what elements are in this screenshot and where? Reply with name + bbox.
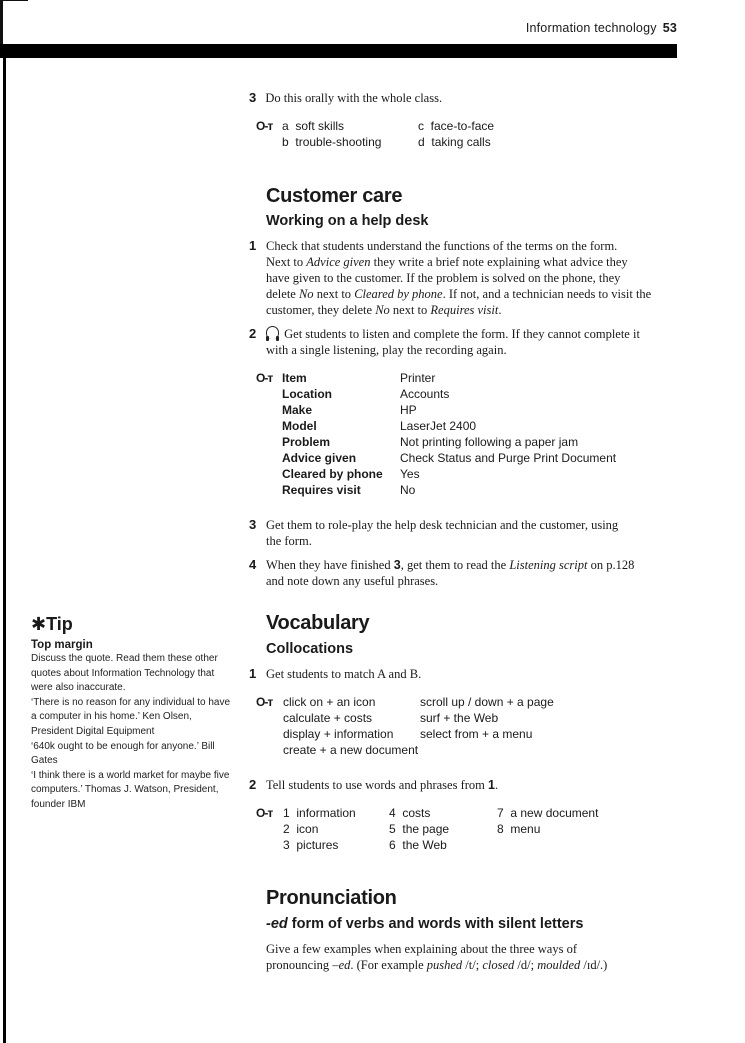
tip-quote: ‘640k ought to be enough for anyone.’ Bill Gates: [31, 740, 215, 767]
form-row: Location Accounts: [282, 387, 450, 401]
exercise-3-top: [249, 90, 442, 106]
exercise-text: Tell students to use words and phrases from 1.: [266, 778, 499, 792]
exercise-number: 1: [249, 238, 257, 253]
answer-list: [420, 694, 554, 742]
key-icon: O‑ᴛ: [256, 119, 273, 133]
answer-list: [418, 118, 494, 150]
tip-heading: ✱Tip: [31, 614, 73, 634]
section-subheading: -ed form of verbs and words with silent letters: [266, 916, 584, 932]
exercise-text: Check that students understand the functions of the terms on the form. Next to Advice given they write a brief note explaining what advice they have given to the customer. If the problem is solved on the phone, they delete No next to Cleared by phone. If not, and a technician needs to visit the customer, they delete No next to Requires visit.: [266, 239, 652, 317]
exercise-number: 2: [249, 326, 257, 341]
form-row: Advice given Check Status and Purge Print Document: [282, 451, 617, 465]
exercise-text: Get students to listen and complete the form. If they cannot complete it with a single listening, play the recording again.: [266, 327, 640, 357]
left-margin-rule: [3, 58, 6, 1043]
tip-subheading: Top margin: [31, 639, 93, 651]
page-number: 53: [662, 21, 677, 35]
exercise-text: Get students to match A and B.: [266, 667, 422, 681]
form-row: Model LaserJet 2400: [282, 419, 477, 433]
answer-item: surf + the Web: [420, 711, 499, 725]
answer-item: display + information: [283, 727, 394, 741]
crop-mark-line: [0, 0, 28, 1]
answer-item: 7 a new document: [497, 806, 599, 820]
key-icon: O‑ᴛ: [256, 695, 273, 709]
running-header: [526, 20, 677, 36]
help-desk-form: [282, 370, 616, 498]
answer-item: 5 the page: [389, 822, 450, 836]
form-row: Cleared by phone Yes: [282, 467, 420, 481]
form-row: Requires visit No: [282, 483, 416, 497]
answer-item: b trouble-shooting: [282, 135, 382, 149]
form-row: Make HP: [282, 403, 417, 417]
exercise-number: 2: [249, 777, 257, 792]
headphones-icon: [266, 326, 279, 339]
answer-item: click on + an icon: [283, 695, 376, 709]
answer-item: 6 the Web: [389, 838, 447, 852]
exercise-number: 4: [249, 557, 257, 572]
header-bar: [0, 44, 677, 58]
crop-mark: [0, 0, 9, 44]
tip-quote: ‘There is no reason for any individual to have a computer in his home.’ Ken Olsen, President Digital Equipment: [31, 696, 231, 737]
tip-paragraph: Discuss the quote. Read them these other quotes about Information Technology that were also inaccurate.: [31, 653, 218, 694]
section-heading: Vocabulary: [266, 612, 370, 634]
section-heading: Pronunciation: [266, 887, 397, 909]
answer-item: 8 menu: [497, 822, 541, 836]
form-row: Item Printer: [282, 371, 436, 385]
answer-item: c face-to-face: [418, 119, 495, 133]
answer-item: 1 information: [283, 806, 356, 820]
answer-item: d taking calls: [418, 135, 491, 149]
exercise-text: Get them to role-play the help desk technician and the customer, using the form.: [266, 518, 619, 548]
key-icon: O‑ᴛ: [256, 371, 273, 385]
section-title: Information technology: [525, 21, 657, 35]
answer-item: select from + a menu: [420, 727, 533, 741]
answer-list: [282, 118, 381, 150]
answer-item: 3 pictures: [283, 838, 339, 852]
answer-item: 2 icon: [283, 822, 319, 836]
answer-list: [497, 805, 598, 837]
tip-quote: ‘I think there is a world market for maybe five computers.’ Thomas J. Watson, President, founder IBM: [31, 769, 230, 810]
exercise-text: Give a few examples when explaining about the three ways of pronouncing –ed. (For example pushed /t/; closed /d/; moulded /ɪd/.): [266, 942, 608, 972]
answer-item: 4 costs: [389, 806, 431, 820]
answer-item: create + a new document: [283, 743, 419, 757]
answer-list: [283, 805, 356, 853]
tip-body: [31, 652, 231, 813]
exercise-number: 1: [249, 666, 257, 681]
exercise-text: Do this orally with the whole class.: [265, 91, 443, 105]
answer-item: a soft skills: [282, 119, 345, 133]
answer-list: [389, 805, 449, 853]
answer-item: scroll up / down + a page: [420, 695, 554, 709]
section-subheading: Collocations: [266, 641, 354, 657]
key-icon: O‑ᴛ: [256, 806, 273, 820]
section-subheading: Working on a help desk: [266, 213, 429, 229]
answer-item: calculate + costs: [283, 711, 373, 725]
exercise-number: 3: [249, 90, 257, 105]
exercise-number: 3: [249, 517, 257, 532]
answer-list: [283, 694, 418, 758]
exercise-text: When they have finished 3, get them to read the Listening script on p.128 and note down any useful phrases.: [266, 558, 635, 588]
form-row: Problem Not printing following a paper jam: [282, 435, 579, 449]
section-heading: Customer care: [266, 185, 403, 207]
